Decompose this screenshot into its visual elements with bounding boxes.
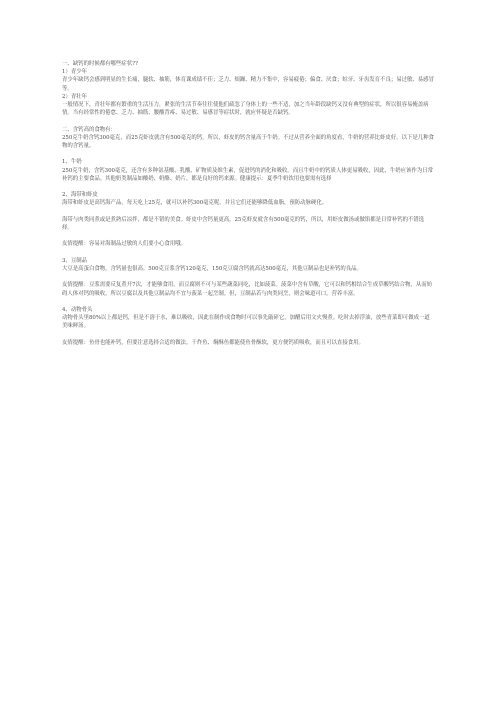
spacer — [62, 232, 434, 240]
tip-fish-bones: 友情提醒：鱼骨也能补钙，但要注意选择合适的做法。干炸鱼、焖酥鱼都能使鱼骨酥软，更方便钙质吸收，而且可以直接食用。 — [62, 339, 364, 346]
subheading-milk: 1、牛奶 — [62, 159, 82, 166]
spacer — [62, 298, 434, 306]
paragraph-soy: 大豆是高蛋白食物，含钙量也很高。500克豆浆含钙120毫克，150克豆腐含钙就高达500毫克，其他豆制品也是补钙的良品。 — [62, 265, 362, 272]
spacer — [62, 208, 434, 216]
spacer — [62, 117, 434, 125]
paragraph-kelp-shrimp-1: 海带和虾皮是高钙海产品，每天吃上25克，就可以补钙300毫克呢。并且它们还能够降低血脂，预防动脉硬化。 — [62, 200, 328, 207]
document-body — [62, 60, 434, 347]
subheading-soy: 3、豆制品 — [62, 257, 87, 264]
subheading-young-adults: 2）青壮年 — [62, 93, 87, 100]
subheading-teenagers: 1）青少年 — [62, 69, 87, 76]
spacer — [62, 273, 434, 281]
spacer — [62, 183, 434, 191]
paragraph-adult-symptoms: 一般情况下，青壮年都有繁重的生活压力，紧张的生活节奏往往使他们疏忽了身体上的一些不适，加之当年龄段缺钙又没有典型的症状，所以很容易掩盖病情。当有经常性的倦怠、乏力、抽筋、腰酸背疼、易过敏、易感冒等症状时，就应怀疑是否缺钙。 — [62, 102, 429, 117]
tip-soy: 友情提醒：豆浆需要反复煮开7次，才能够食用。而豆腐则不可与某些蔬菜同吃，比如菠菜。菠菜中含有草酸，它可以和钙相结合生成草酸钙结合物，从而妨碍人体对钙的吸收，所以豆腐以及其他豆制品均不宜与菠菜一起烹制。但，豆制品若与肉类同烹，则会味道可口，营养丰富。 — [62, 282, 432, 297]
paragraph-foods-intro: 250克牛奶含钙300毫克，而25克虾皮就含有500毫克的钙。所以，虾皮的钙含量高于牛奶。不过从营养全面的角度看，牛奶的营养比虾皮好。以下是几种食物的含钙量。 — [62, 134, 434, 150]
spacer — [62, 249, 434, 257]
section-heading-foods: 二、含钙高的食物有： — [62, 126, 116, 133]
tip-seafood-allergy: 友情提醒：容易对海制品过敏的人们要小心食用哦。 — [62, 241, 186, 248]
paragraph-teen-symptoms: 青少年缺钙会感到明显的生长痛，腿软、抽筋，体育课成绩不佳；乏力、烦躁、精力不集中，容易疲倦；偏食、厌食；蛀牙、牙齿发育不良；易过敏、易感冒等。 — [62, 77, 434, 92]
subheading-kelp-shrimp: 2、海带和虾皮 — [62, 192, 98, 199]
paragraph-kelp-shrimp-2: 海带与肉类同煮或是煮熟后凉拌，都是不错的美食。虾皮中含钙量更高，25克虾皮就含有500毫克的钙，所以，用虾皮做汤或做馅都是日常补钙的不错选择。 — [62, 216, 425, 231]
spacer — [62, 331, 434, 339]
paragraph-milk: 250克牛奶，含钙300毫克，还含有多种氨基酸、乳酸、矿物质及维生素，促进钙的消化和吸收。而且牛奶中的钙质人体更易吸收，因此，牛奶应该作为日常补钙的主要食品。其他奶类制品如酸奶、奶酪、奶片，都是良好的钙来源。健康提示：夏季牛奶饮用也要需有选择 — [62, 167, 433, 182]
spacer — [62, 150, 434, 158]
subheading-bones: 4、动物骨头 — [62, 306, 93, 313]
paragraph-bones: 动物骨头里80%以上都是钙，但是不溶于水，难以吸收，因此在制作成食物时可以事先敲碎它，加醋后用文火慢煮。吃时去掉浮油，放些青菜即可做成一道美味鲜汤。 — [62, 315, 430, 330]
section-heading-symptoms: 一、缺钙的时候都有哪些症状?? — [62, 61, 138, 67]
